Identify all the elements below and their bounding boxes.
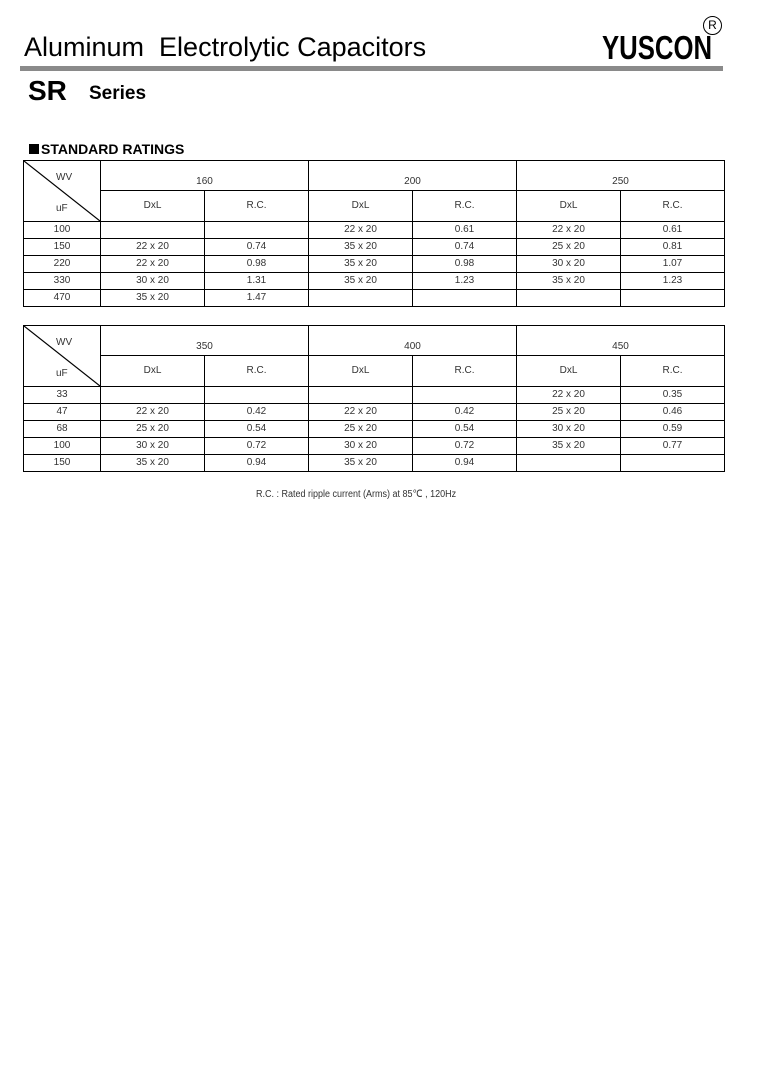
- table-row: [24, 239, 725, 256]
- capacitance-cell: 68: [24, 421, 101, 438]
- registered-mark-icon: R: [703, 16, 722, 35]
- table-row: [24, 455, 725, 472]
- dxl-header: DxL: [517, 191, 621, 222]
- ripple-cell: 0.46: [621, 404, 725, 421]
- ripple-cell: [413, 387, 517, 404]
- dimension-cell: 35 x 20: [309, 239, 413, 256]
- dimension-cell: [101, 222, 205, 239]
- dimension-cell: 22 x 20: [517, 222, 621, 239]
- dxl-header: DxL: [517, 356, 621, 387]
- dimension-cell: 25 x 20: [101, 421, 205, 438]
- dimension-cell: [101, 387, 205, 404]
- dimension-cell: [517, 290, 621, 307]
- table-row: [24, 404, 725, 421]
- dimension-cell: 30 x 20: [517, 256, 621, 273]
- dimension-cell: 22 x 20: [517, 387, 621, 404]
- dimension-cell: 30 x 20: [517, 421, 621, 438]
- dxl-header: DxL: [101, 191, 205, 222]
- dimension-cell: [309, 387, 413, 404]
- sub-header-row: [24, 191, 725, 222]
- capacitance-cell: 220: [24, 256, 101, 273]
- ripple-cell: 0.98: [205, 256, 309, 273]
- dimension-cell: 22 x 20: [101, 256, 205, 273]
- ripple-cell: 0.61: [621, 222, 725, 239]
- series-label: Series: [89, 83, 147, 104]
- ripple-cell: 0.54: [413, 421, 517, 438]
- ripple-cell: 1.31: [205, 273, 309, 290]
- voltage-header: 400: [309, 326, 517, 356]
- rc-header: R.C.: [413, 191, 517, 222]
- wv-label: WV: [56, 337, 73, 348]
- ripple-cell: 0.35: [621, 387, 725, 404]
- capacitance-cell: 330: [24, 273, 101, 290]
- table-row: [24, 387, 725, 404]
- dimension-cell: 30 x 20: [309, 438, 413, 455]
- dimension-cell: [517, 455, 621, 472]
- dimension-cell: 25 x 20: [309, 421, 413, 438]
- voltage-header: 250: [517, 161, 725, 191]
- voltage-header: 350: [101, 326, 309, 356]
- voltage-header: 160: [101, 161, 309, 191]
- table-row: [24, 438, 725, 455]
- capacitance-cell: 150: [24, 239, 101, 256]
- ripple-cell: 0.94: [413, 455, 517, 472]
- capacitance-cell: 470: [24, 290, 101, 307]
- ripple-cell: 1.47: [205, 290, 309, 307]
- dimension-cell: [309, 290, 413, 307]
- dimension-cell: 25 x 20: [517, 404, 621, 421]
- ripple-cell: 0.42: [205, 404, 309, 421]
- ripple-cell: [205, 387, 309, 404]
- dimension-cell: 35 x 20: [309, 256, 413, 273]
- ripple-cell: 1.07: [621, 256, 725, 273]
- table-row: [24, 421, 725, 438]
- ripple-cell: 1.23: [413, 273, 517, 290]
- corner-cell: [24, 326, 101, 387]
- dxl-header: DxL: [309, 356, 413, 387]
- rc-header: R.C.: [205, 356, 309, 387]
- rc-header: R.C.: [621, 191, 725, 222]
- brand-logo: YUSCON: [602, 29, 713, 66]
- page-title: Aluminum Electrolytic Capacitors: [24, 32, 427, 62]
- table-row: [24, 222, 725, 239]
- ripple-cell: 0.61: [413, 222, 517, 239]
- uf-label: uF: [56, 203, 68, 214]
- footnote: R.C. : Rated ripple current (Arms) at 85℃ , 120Hz: [256, 489, 457, 500]
- capacitance-cell: 33: [24, 387, 101, 404]
- voltage-header-row: [24, 161, 725, 191]
- ripple-cell: 0.98: [413, 256, 517, 273]
- dimension-cell: 22 x 20: [101, 404, 205, 421]
- dxl-header: DxL: [309, 191, 413, 222]
- ripple-cell: 0.54: [205, 421, 309, 438]
- dimension-cell: 35 x 20: [101, 455, 205, 472]
- rc-header: R.C.: [621, 356, 725, 387]
- ripple-cell: 0.74: [205, 239, 309, 256]
- corner-cell: [24, 161, 101, 222]
- ripple-cell: [413, 290, 517, 307]
- ripple-cell: 0.72: [413, 438, 517, 455]
- wv-label: WV: [56, 172, 73, 183]
- ripple-cell: 1.23: [621, 273, 725, 290]
- capacitance-cell: 100: [24, 438, 101, 455]
- ripple-cell: 0.59: [621, 421, 725, 438]
- dimension-cell: 35 x 20: [101, 290, 205, 307]
- voltage-header: 200: [309, 161, 517, 191]
- capacitance-cell: 47: [24, 404, 101, 421]
- rc-header: R.C.: [205, 191, 309, 222]
- voltage-header: 450: [517, 326, 725, 356]
- ripple-cell: 0.74: [413, 239, 517, 256]
- dimension-cell: 35 x 20: [309, 455, 413, 472]
- ripple-cell: [205, 222, 309, 239]
- ripple-cell: 0.72: [205, 438, 309, 455]
- dimension-cell: 35 x 20: [309, 273, 413, 290]
- dimension-cell: 22 x 20: [101, 239, 205, 256]
- dimension-cell: 22 x 20: [309, 404, 413, 421]
- table-row: [24, 273, 725, 290]
- series-code: SR: [28, 75, 67, 106]
- ratings-table: [23, 325, 725, 472]
- voltage-header-row: [24, 326, 725, 356]
- ratings-table: [23, 160, 725, 307]
- uf-label: uF: [56, 368, 68, 379]
- dimension-cell: 35 x 20: [517, 438, 621, 455]
- capacitance-cell: 150: [24, 455, 101, 472]
- rc-header: R.C.: [413, 356, 517, 387]
- dimension-cell: 35 x 20: [517, 273, 621, 290]
- ripple-cell: 0.81: [621, 239, 725, 256]
- sub-header-row: [24, 356, 725, 387]
- table-row: [24, 290, 725, 307]
- section-title: [29, 141, 184, 158]
- dxl-header: DxL: [101, 356, 205, 387]
- dimension-cell: 25 x 20: [517, 239, 621, 256]
- capacitance-cell: 100: [24, 222, 101, 239]
- header-rule: [20, 66, 723, 71]
- dimension-cell: 22 x 20: [309, 222, 413, 239]
- ripple-cell: 0.77: [621, 438, 725, 455]
- table-row: [24, 256, 725, 273]
- section-title-text: STANDARD RATINGS: [41, 141, 185, 157]
- ripple-cell: 0.42: [413, 404, 517, 421]
- square-bullet-icon: [29, 144, 39, 154]
- dimension-cell: 30 x 20: [101, 273, 205, 290]
- dimension-cell: 30 x 20: [101, 438, 205, 455]
- ripple-cell: [621, 455, 725, 472]
- ripple-cell: 0.94: [205, 455, 309, 472]
- ripple-cell: [621, 290, 725, 307]
